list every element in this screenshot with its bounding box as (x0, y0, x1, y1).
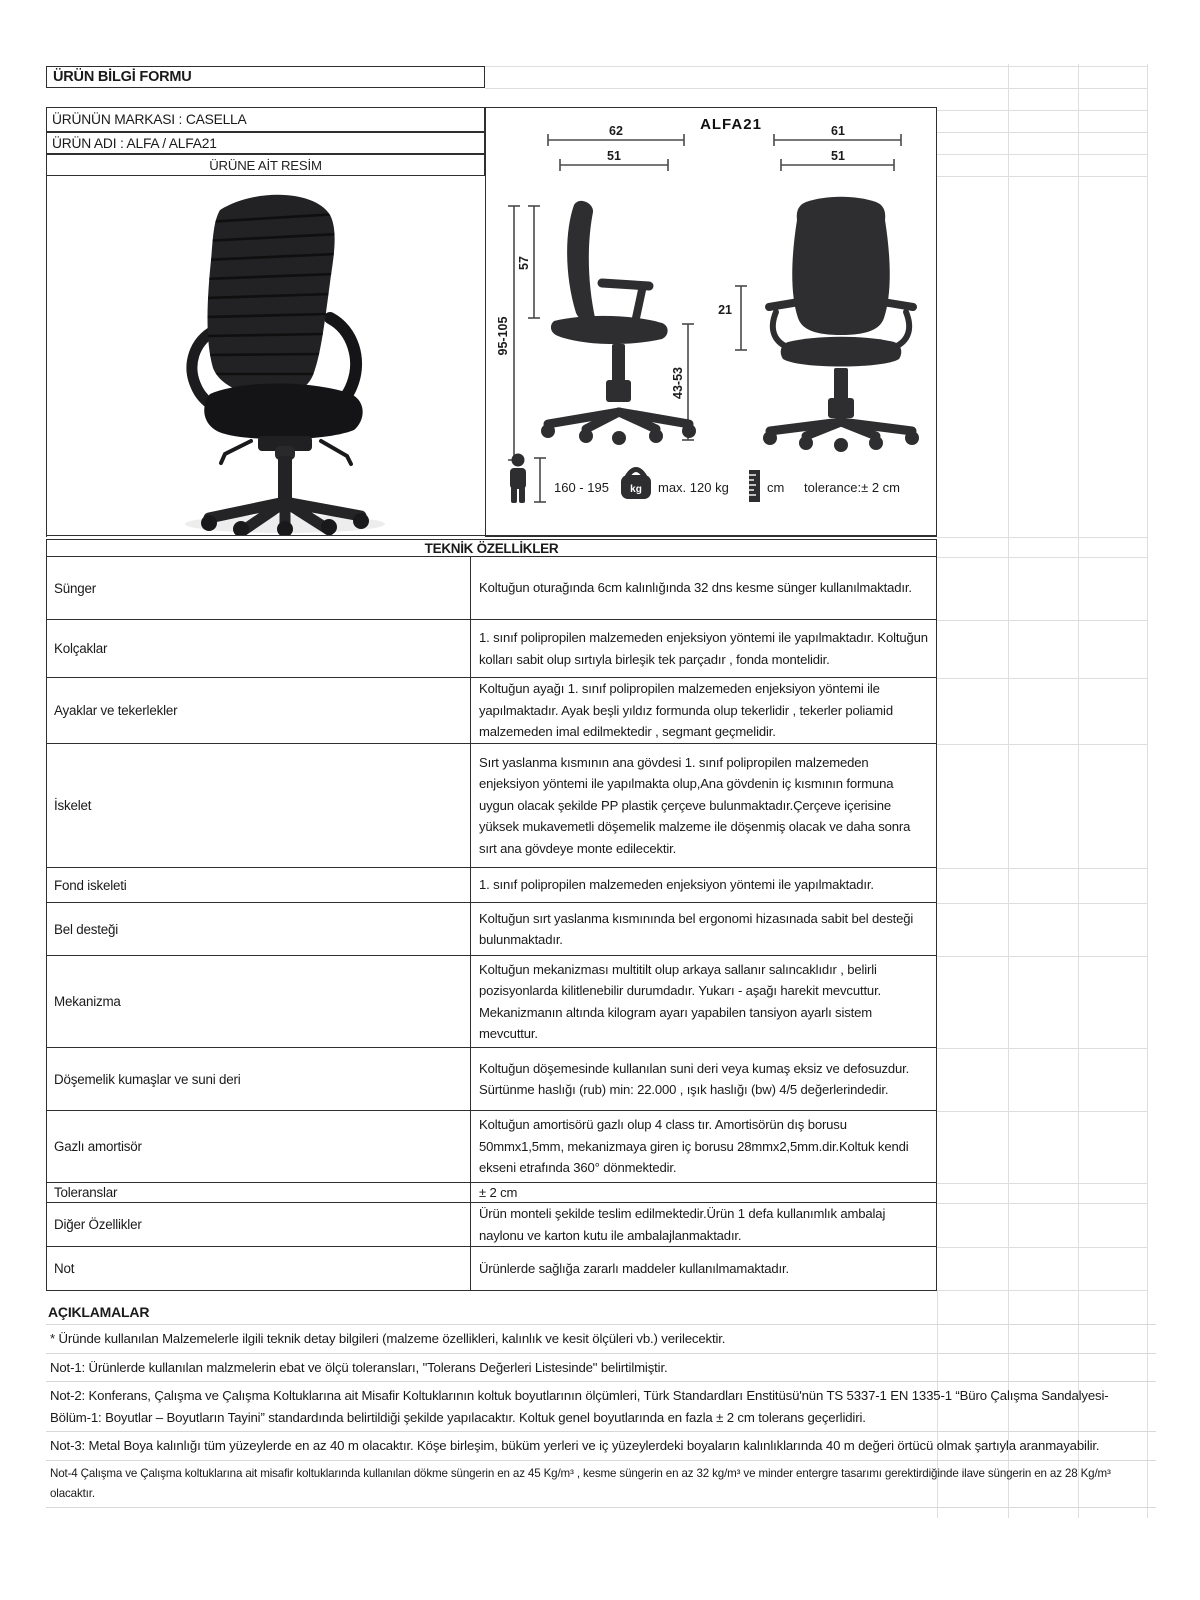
unit-label: cm (767, 480, 785, 495)
spec-label: İskelet (47, 744, 471, 867)
spec-value (471, 1183, 936, 1202)
product-photo (125, 180, 425, 536)
product-line: ÜRÜN ADI : ALFA / ALFA21 (46, 132, 485, 154)
person-icon (510, 454, 526, 504)
spec-label: Bel desteği (47, 903, 471, 955)
brand-line: ÜRÜNÜN MARKASI : CASELLA (46, 107, 485, 132)
spec-value (471, 1111, 936, 1182)
table-row (47, 1111, 936, 1183)
spec-value-text: ± 2 cm (479, 1184, 518, 1200)
dim-front-width-seat: 51 (831, 149, 845, 163)
form-title: ÜRÜN BİLGİ FORMU (46, 66, 485, 88)
technical-drawing-cell (485, 107, 937, 537)
chair-lever-left (221, 441, 251, 463)
chair-seat (204, 383, 362, 439)
explanations-section (46, 1294, 1156, 1508)
table-row (47, 903, 936, 956)
table-row (47, 868, 936, 903)
image-section-header: ÜRÜNE AİT RESİM (46, 154, 485, 176)
spec-label: Toleranslar (47, 1183, 471, 1202)
front-view-chair-icon (763, 197, 919, 452)
spec-value-text: Sırt yaslanma kısmının ana gövdesi 1. sınıf polipropilen malzemeden enjeksiyon yöntemi ile yapılmakta olup,Ana gövdenin iç kısmının formuna uygun olacak şekilde PP plastik çerçeve bulunmaktadır.Çerçeve içerisine yüksek mukavemetli döşemelik malzeme ile döşenmiş olacak ve daha sonra sırt ana gövdeye monte edilecektir. (479, 754, 911, 856)
note-line: Not-1: Ürünlerde kullanılan malzmelerin ebat ve ölçü toleransları, "Tolerans Değerleri Listesinde" belirtilmiştir. (46, 1354, 1156, 1383)
table-row (47, 1247, 936, 1290)
spec-value (471, 557, 936, 619)
spec-value (471, 956, 936, 1047)
spec-value (471, 1203, 936, 1246)
weight-icon-label: kg (630, 484, 642, 495)
spec-label: Mekanizma (47, 956, 471, 1047)
spec-label: Fond iskeleti (47, 868, 471, 902)
dim-seat-height: 43-53 (671, 367, 685, 399)
spec-value (471, 868, 936, 902)
table-row (47, 557, 936, 620)
spec-label: Not (47, 1247, 471, 1290)
weight-icon (621, 470, 651, 500)
specs-table (46, 557, 937, 1291)
dim-armrest-height: 21 (718, 303, 732, 317)
spec-value (471, 678, 936, 743)
max-weight-label: max. 120 kg (658, 480, 729, 495)
dim-front-width-top: 61 (831, 124, 845, 138)
dim-back-height: 57 (517, 256, 531, 270)
band-top-hairline (46, 535, 937, 536)
chair-gas-lift (278, 456, 292, 502)
spec-value-text: 1. sınıf polipropilen malzemeden enjeksiyon yöntemi ile yapılmaktadır. (479, 877, 874, 893)
spec-value-text: Koltuğun döşemesinde kullanılan suni deri veya kumaş eksiz ve defosuzdur. Sürtünme haslığı (rub) min: 22.000 , ışık haslığı (bw) 4/5 değerlerindedir. (479, 1060, 910, 1097)
spec-value (471, 620, 936, 677)
spec-value (471, 903, 936, 955)
spec-value (471, 1247, 936, 1290)
spec-value-text: Koltuğun amortisörü gazlı olup 4 class tır. Amortisörün dış borusu 50mmx1,5mm, mekanizmaya giren iç borusu 28mmx2,5mm.dir.Koltuk kendi ekseni etrafında 360° dönmektedir. (479, 1117, 909, 1176)
diagram-model-label: ALFA21 (700, 116, 762, 133)
table-row (47, 620, 936, 678)
spec-label: Ayaklar ve tekerlekler (47, 678, 471, 743)
note-line: Not-4 Çalışma ve Çalışma koltuklarına ait misafir koltuklarında kullanılan dökme süngerin en az 45 Kg/m³ , kesme süngerin en az 32 kg/m³ ve minder entergre tasarımı gerektirdiğinde ilave süngerin en az 28 Kg/m³ olacaktır. (46, 1461, 1156, 1508)
spec-label: Gazlı amortisör (47, 1111, 471, 1182)
ruler-icon (749, 470, 760, 502)
spec-value (471, 744, 936, 867)
dim-side-width-top: 62 (609, 124, 623, 138)
note-line: Not-2: Konferans, Çalışma ve Çalışma Koltuklarına ait Misafir Koltuklarının koltuk boyutlarının ölçümleri, Türk Standardları Enstitüsü'nün TS 5337-1 EN 1335-1 “Büro Çalışma Sandalyesi- Bölüm-1: Boyutlar – Boyutların Tayini” standardında belirtildiği şekilde yapılacaktır. Koltuk genel boyutlarında en fazla ± 2 cm tolerans geçerlidiri. (46, 1382, 1156, 1432)
person-height-range: 160 - 195 (554, 480, 609, 495)
table-row (47, 1183, 936, 1203)
table-row (47, 678, 936, 744)
dim-side-width-seat: 51 (607, 149, 621, 163)
spec-label: Sünger (47, 557, 471, 619)
spec-value-text: Koltuğun ayağı 1. sınıf polipropilen malzemeden enjeksiyon yöntemi ile yapılmaktadır. Ayak beşli yıldız formunda olup tekerlidir , tekerler poliamid malzemeden imal edilmektedir , segmant geçmelidir. (479, 681, 893, 740)
spec-label: Döşemelik kumaşlar ve suni deri (47, 1048, 471, 1110)
chair-lever-right (321, 441, 351, 464)
product-photo-cell (46, 176, 485, 537)
note-line: Not-3: Metal Boya kalınlığı tüm yüzeylerde en az 40 m olacaktır. Köşe birleşim, büküm yerleri ve iç yüzeylerdeki boyaların kalınlıklarında 40 m değeri örtücü olmak şartıyla aranmayabilir. (46, 1432, 1156, 1461)
spec-label: Diğer Özellikler (47, 1203, 471, 1246)
spec-value-text: Koltuğun oturağında 6cm kalınlığında 32 dns kesme sünger kullanılmaktadır. (479, 580, 912, 596)
explanations-header: AÇIKLAMALAR (46, 1294, 1156, 1325)
technical-drawing (486, 108, 935, 535)
spec-value (471, 1048, 936, 1110)
tolerance-label: tolerance:± 2 cm (804, 480, 901, 495)
spec-value-text: 1. sınıf polipropilen malzemeden enjeksiyon yöntemi ile yapılmaktadır. Koltuğun kolları sabit olup sırtıyla birleşik tek parçadır , fonda montelidir. (479, 630, 928, 667)
side-view-chair-icon (541, 201, 696, 445)
table-row (47, 1048, 936, 1111)
spec-label: Kolçaklar (47, 620, 471, 677)
table-row (47, 956, 936, 1048)
specs-header: TEKNİK ÖZELLİKLER (46, 539, 937, 557)
table-row (47, 744, 936, 868)
table-row (47, 1203, 936, 1247)
spec-value-text: Koltuğun sırt yaslanma kısmınında bel ergonomi hizasınada sabit bel desteği bulunmaktadır. (479, 910, 914, 947)
spec-value-text: Koltuğun mekanizması multitilt olup arkaya sallanır salıncaklıdır , belirli pozisyonlarda kilitlenebilir durumdadır. Yukarı - aşağı harekit mevcuttur. Mekanizmanın altında kilogram ayarı yapabilen tansiyon ayarlı sistem mevcuttur. (479, 961, 882, 1041)
spec-value-text: Ürün monteli şekilde teslim edilmektedir.Ürün 1 defa kullanımlık ambalaj naylonu ve karton kutu ile ambalajlanmaktadır. (479, 1206, 886, 1243)
dim-total-height: 95-105 (496, 316, 510, 356)
spec-value-text: Ürünlerde sağlığa zararlı maddeler kullanılmamaktadır. (479, 1260, 789, 1276)
note-line: * Üründe kullanılan Malzemelerle ilgili teknik detay bilgileri (malzeme özellikleri, kalınlık ve kesit ölçüleri vb.) verilecektir. (46, 1325, 1156, 1354)
